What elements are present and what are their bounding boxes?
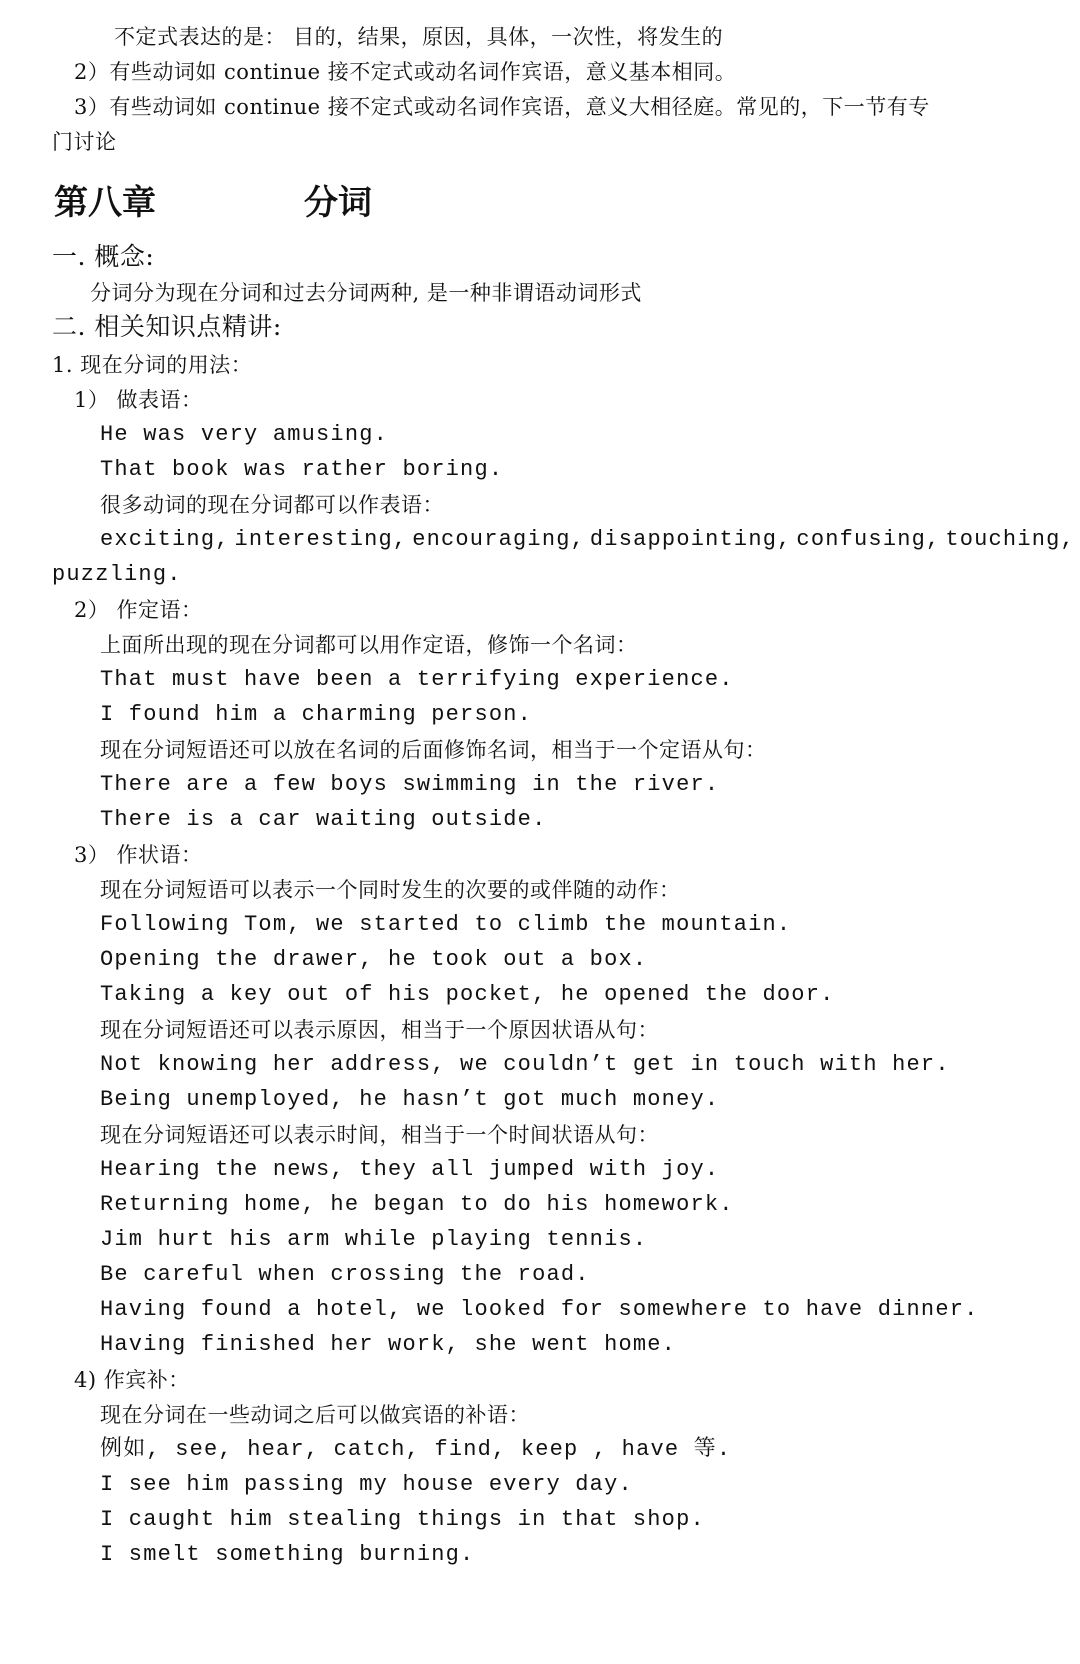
explanation-text: 现在分词在一些动词之后可以做宾语的补语： [100, 1403, 530, 1427]
word-list-line [100, 525, 1075, 555]
example-sentence: I caught him stealing things in that shop. [100, 1507, 705, 1532]
concept-text: 分词分为现在分词和过去分词两种, 是一种非谓语动词形式 [90, 281, 642, 305]
example-sentence: I see him passing my house every day. [100, 1472, 633, 1497]
example-sentence: Following Tom, we started to climb the mountain. [100, 912, 792, 937]
section-knowledge-heading: 二. 相关知识点精讲: [52, 312, 282, 341]
chapter-number: 第八章 [54, 183, 156, 223]
infinitive-summary-line: 不定式表达的是： 目的，结果，原因，具体，一次性，将发生的 [114, 25, 724, 49]
word-list-item: confusing, [796, 527, 941, 552]
example-sentence: Be careful when crossing the road. [100, 1262, 590, 1287]
word-list-item: encouraging, [412, 527, 586, 552]
note-3-line: 3）有些动词如 continue 接不定式或动名词作宾语，意义大相径庭。常见的，下一节有专 [74, 95, 930, 119]
example-sentence: Jim hurt his arm while playing tennis. [100, 1227, 648, 1252]
word-list-continued: puzzling. [52, 562, 182, 587]
example-sentence: Having finished her work, she went home. [100, 1332, 677, 1357]
chapter-heading [54, 181, 372, 225]
present-participle-usage-heading: 1. 现在分词的用法： [52, 353, 253, 377]
example-sentence: There is a car waiting outside. [100, 807, 547, 832]
example-sentence: That must have been a terrifying experience. [100, 667, 734, 692]
subheading-predicative: 1） 做表语： [74, 388, 203, 412]
example-sentence: Not knowing her address, we couldn’t get in touch with her. [100, 1052, 950, 1077]
example-sentence: He was very amusing. [100, 422, 389, 447]
note-3-continued-line: 门讨论 [52, 130, 117, 154]
example-sentence: There are a few boys swimming in the river. [100, 772, 720, 797]
explanation-text: 现在分词短语还可以放在名词的后面修饰名词，相当于一个定语从句： [100, 738, 767, 762]
example-sentence: I smelt something burning. [100, 1542, 475, 1567]
example-verb-list: 例如, see, hear, catch, find, keep , have 等. [100, 1437, 732, 1462]
note-2-line: 2）有些动词如 continue 接不定式或动名词作宾语，意义基本相同。 [74, 60, 737, 84]
example-sentence: Taking a key out of his pocket, he opened the door. [100, 982, 835, 1007]
explanation-text: 现在分词短语可以表示一个同时发生的次要的或伴随的动作： [100, 878, 681, 902]
example-sentence: Having found a hotel, we looked for somewhere to have dinner. [100, 1297, 979, 1322]
subheading-adverbial: 3） 作状语： [74, 843, 203, 867]
example-sentence: Returning home, he began to do his homework. [100, 1192, 734, 1217]
word-list-item: touching, [945, 527, 1075, 552]
explanation-text: 现在分词短语还可以表示原因，相当于一个原因状语从句： [100, 1018, 659, 1042]
word-list-item: interesting, [234, 527, 408, 552]
example-sentence: I found him a charming person. [100, 702, 533, 727]
chapter-title: 分词 [304, 183, 372, 223]
subheading-object-complement: 4) 作宾补： [74, 1368, 190, 1392]
explanation-text: 很多动词的现在分词都可以作表语： [100, 493, 444, 517]
example-sentence: Being unemployed, he hasn’t got much money. [100, 1087, 720, 1112]
example-sentence: That book was rather boring. [100, 457, 504, 482]
subheading-attributive: 2） 作定语： [74, 598, 203, 622]
explanation-text: 上面所出现的现在分词都可以用作定语，修饰一个名词： [100, 633, 638, 657]
section-concept-heading: 一. 概念: [52, 242, 155, 271]
example-sentence: Hearing the news, they all jumped with joy. [100, 1157, 720, 1182]
word-list-item: exciting, [100, 527, 230, 552]
example-sentence: Opening the drawer, he took out a box. [100, 947, 648, 972]
explanation-text: 现在分词短语还可以表示时间，相当于一个时间状语从句： [100, 1123, 659, 1147]
word-list-item: disappointing, [589, 527, 792, 552]
